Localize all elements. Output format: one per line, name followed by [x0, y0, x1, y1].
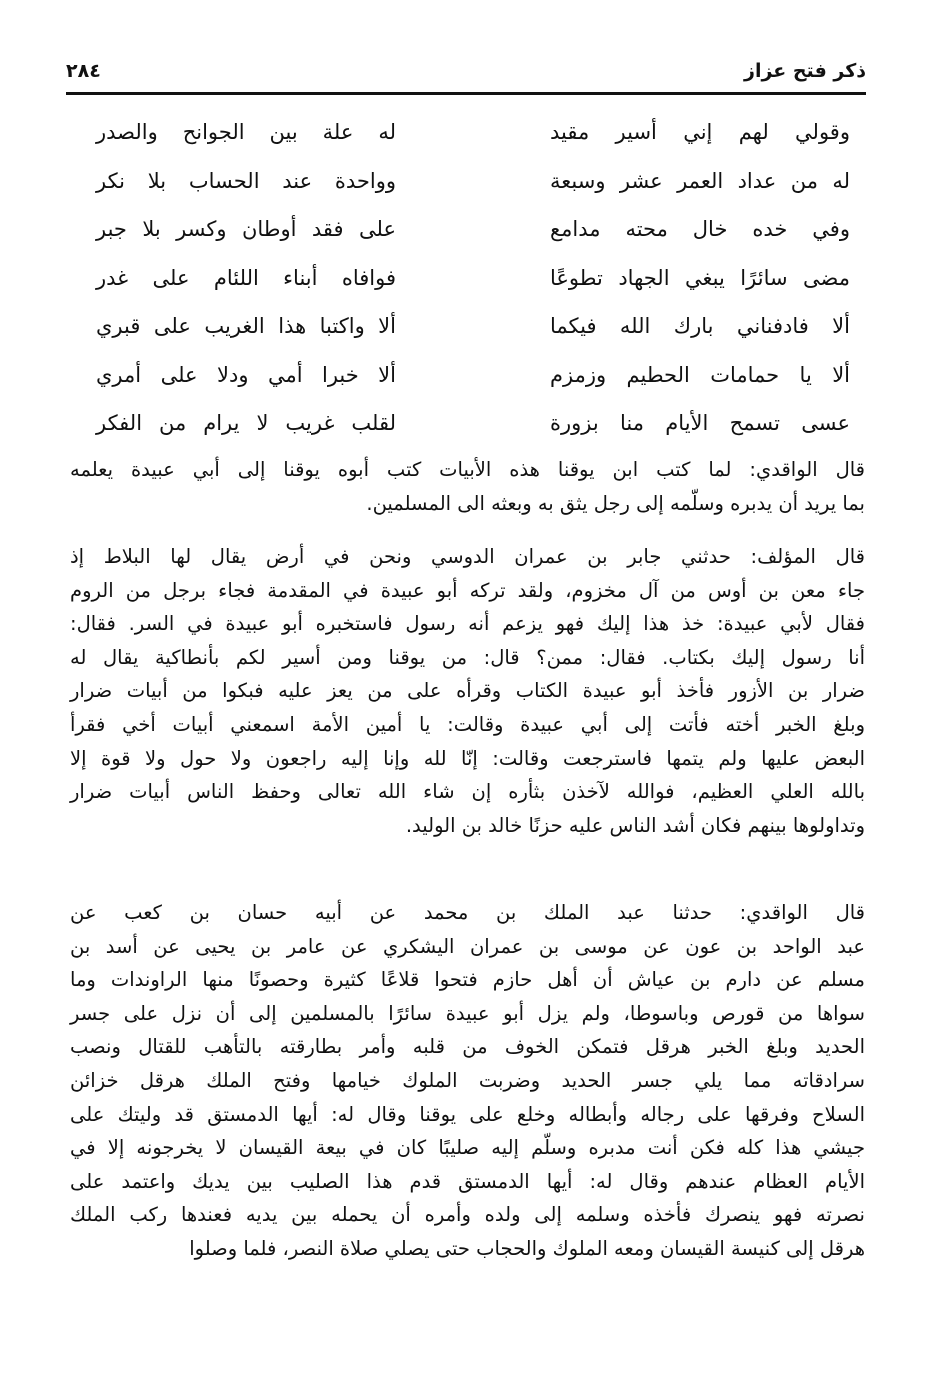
verse-first-hemistich: عسى تسمح الأيام منا بزورة: [550, 411, 850, 436]
verse-second-hemistich: لقلب غريب لا يرام من الفكر: [96, 411, 396, 436]
text-line: وبلغ الخبر أخته فأتت إلى أبي عبيدة وقالت: يا أمين الأمة اسمعني أبيات أخي فقرأ: [70, 712, 865, 736]
text-line: السلاح وفرقها على رجاله وأبطاله وخلع على يوقنا وقال له: أيها الدمستق قد وليتك على: [70, 1102, 865, 1126]
text-line: البعض عليها ولم يتمها فاسترجعت وقالت: إنّا لله وإنا إليه راجعون ولا حول ولا قوة إلا: [70, 746, 865, 770]
running-header: [66, 60, 866, 95]
verse-first-hemistich: وقولي لهم إني أسير مقيد: [550, 120, 850, 145]
text-line: سرادقاته مما يلي جسر الحديد وضربت الملوك خيامها وفتح الملك هرقل خزائن: [70, 1068, 865, 1092]
verse-first-hemistich: وفي خده خال محته مدامع: [550, 217, 850, 242]
verse: [66, 399, 866, 448]
text-line: جاء معن بن أوس من آل مخزوم، ولقد تركه أبو عبيدة في المقدمة فجاء برجل من الروم: [70, 578, 865, 602]
verse-second-hemistich: وواحدة عند الحساب بلا نكر: [96, 168, 396, 193]
text-line: نصرته فهو ينصرك فأخذه وسلمه إلى ولده وأمره أن يحمله بين يديه فعندها ركب الملك: [70, 1203, 865, 1227]
paragraph-1: [70, 453, 865, 520]
text-line: الحديد وبلغ الخبر هرقل فتمكن الخوف من قلبه وأمر بطارقته بالتأهب للقتال ونصب: [70, 1035, 865, 1059]
verse-second-hemistich: ألا واكتبا هذا الغريب على قبري: [96, 314, 396, 339]
text-line: بما يريد أن يدبره وسلّمه إلى رجل يثق به وبعثه الى المسلمين.: [366, 491, 865, 515]
text-line: سواها من قورص وباسوطا، ولم يزل أبو عبيدة سائرًا بالمسلمين إلى أن نزل على جسر: [70, 1001, 865, 1025]
text-line: عبد الواحد بن عون عن موسى بن عمران اليشكري عن عامر بن يحيى عن أسد بن: [70, 934, 865, 958]
text-line: الأيام العظام عندهم وقال له: أيها الدمستق قدم هذا الصليب بين يديك واعتمد على: [70, 1169, 865, 1193]
paragraph-3: [70, 896, 865, 1266]
verse: [66, 351, 866, 400]
verse: [66, 302, 866, 351]
text-line: قال الواقدي: لما كتب ابن يوقنا هذه الأبيات كتب أبوه يوقنا إلى أبي عبيدة يعلمه: [70, 458, 865, 481]
poem: [66, 108, 866, 448]
verse: [66, 205, 866, 254]
verse-first-hemistich: له من عداد العمر عشر وسبعة: [550, 168, 850, 193]
paragraph-2: [70, 540, 865, 842]
text-line: أنا رسول إليك بكتاب. فقال: ممن؟ قال: من يوقنا ومن أسير لكم بأنطاكية يقال له: [70, 645, 865, 669]
text-line: بالله العلي العظيم، فوالله لآخذن بثأره إن شاء الله تعالى وحفظ الناس أبيات ضرار: [70, 780, 865, 804]
page-number: ٢٨٤: [66, 60, 101, 82]
verse-second-hemistich: له علة بين الجوانح والصدر: [96, 120, 396, 145]
verse: [66, 108, 866, 157]
verse-first-hemistich: مضى سائرًا يبغي الجهاد تطوعًا: [550, 265, 850, 290]
text-line: جيشي هذا كله فكن أنت مدبره وسلّم إليه صليبًا كان في بيعة القيسان لا يخرجونه إلا في: [70, 1136, 865, 1160]
text-line: وتداولوها بينهم فكان أشد الناس عليه حزنًا خالد بن الوليد.: [405, 813, 865, 837]
text-line: قال المؤلف: حدثني جابر بن عمران الدوسي ونحن في أرض يقال لها البلاط إذ: [70, 545, 865, 568]
verse-second-hemistich: على فقد أوطان وكسر بلا جبر: [96, 217, 396, 242]
text-line: قال الواقدي: حدثنا عبد الملك بن محمد عن أبيه حسان بن كعب عن: [70, 901, 865, 924]
verse: [66, 254, 866, 303]
verse-first-hemistich: ألا فادفناني بارك الله فيكما: [550, 314, 850, 339]
chapter-title: ذكر فتح عزاز: [744, 60, 866, 82]
text-line: هرقل إلى كنيسة القيسان ومعه الملوك والحجاب حتى يصلي صلاة النصر، فلما وصلوا: [189, 1236, 865, 1260]
text-line: مسلم عن دارم بن عياش أن أهل حازم فتحوا قلاعًا كثيرة وحصونًا منها الراوندات وما: [70, 968, 865, 992]
verse: [66, 157, 866, 206]
text-line: فقال لأبي عبيدة: خذ هذا إليك فهو يزعم أنه رسول فاستخبره أبو عبيدة في السر. فقال:: [70, 612, 865, 636]
text-line: ضرار بن الأزور فأخذ أبو عبيدة الكتاب وقرأه على من يعز عليه فبكوا من أبيات ضرار: [70, 679, 865, 703]
verse-second-hemistich: فوافاه أبناء اللئام على غدر: [96, 265, 396, 290]
verse-second-hemistich: ألا خبرا أمي ودلا على أمري: [96, 362, 396, 387]
verse-first-hemistich: ألا يا حمامات الحطيم وزمزم: [550, 362, 850, 387]
